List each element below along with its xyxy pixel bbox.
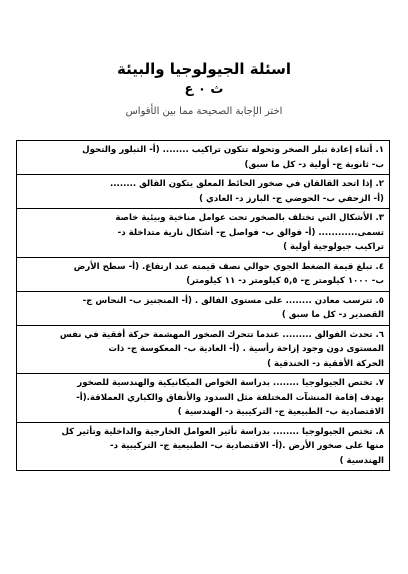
questions-table bbox=[16, 140, 390, 471]
question-line: الهندسية ) bbox=[339, 455, 384, 466]
question-line: الاقتصادية ب- الطبيعية ج- التركيبية د- الهندسية ) bbox=[177, 407, 384, 417]
question-cell bbox=[17, 257, 390, 291]
question-cell bbox=[17, 291, 390, 325]
question-line: بهدف إقامة المنشآت المختلفة مثل السدود والأنفاق والكباري العملاقة.(أ- bbox=[76, 392, 384, 403]
question-line: منها على صخور الأرض .(أ- الاقتصادية ب- الطبيعية ج- التركيبية د- bbox=[110, 441, 384, 451]
question-row bbox=[17, 291, 390, 325]
question-cell bbox=[17, 175, 390, 209]
question-line: ١. أثناء إعادة تبلر الصخر وتحوله تتكون تراكيب ........ (أ- التبلور والتحول bbox=[82, 145, 384, 155]
question-line: ٧. تختص الجيولوجيا ........ بدراسة الخواص الميكانيكية والهندسية للصخور bbox=[77, 378, 384, 388]
grade-label: ث ٠ ع bbox=[184, 82, 224, 97]
question-cell bbox=[17, 141, 390, 175]
question-line: تراكيب جيولوجية أولية ) bbox=[283, 242, 384, 252]
question-line: المستوى دون وجود إزاحة رأسية . (أ- العادية ب- المعكوسة ج- ذات bbox=[108, 344, 384, 354]
question-row bbox=[17, 257, 390, 291]
question-line: ب- ثانوية ج- أولية د- كل ما سبق) bbox=[244, 159, 384, 170]
question-line: ب- ١٠٠٠ كيلومتر ج- ٥,٥ كيلومتر د- ١١ كيلومتر) bbox=[186, 276, 384, 286]
question-line: الحركة الأفقية د- الخندقية ) bbox=[267, 358, 384, 369]
question-line: ٦. تحدث الفوالق ......... عندما تتحرك الصخور المهشمة حركة أفقية في نفس bbox=[59, 329, 384, 340]
question-cell bbox=[17, 374, 390, 423]
question-row bbox=[17, 374, 390, 423]
question-line: ٥. تترسب معادن ........ على مستوى الفالق . (أ- المنجنيز ب- النحاس ج- bbox=[82, 295, 384, 306]
question-line: (أ- الزحفي ب- الحوضي ج- البارز د- العادي ) bbox=[199, 193, 384, 204]
question-row bbox=[17, 175, 390, 209]
question-line: تسمى............ (أ- فوالق ب- فواصل ج- أشكال نارية متداخلة د- bbox=[117, 227, 384, 238]
instruction-text: اختر الإجابة الصحيحة مما بين الأقواس bbox=[125, 106, 283, 117]
question-row bbox=[17, 325, 390, 374]
question-line: ٢. إذا اتحد القالقان في صخور الحائط المعلق يتكون القالق ........ bbox=[110, 179, 384, 189]
question-line: ٤. تبلغ قيمة الضغط الجوي حوالي نصف قيمته عند ارتفاع. (أ- سطح الأرض bbox=[73, 261, 384, 272]
question-cell bbox=[17, 422, 390, 471]
question-row bbox=[17, 141, 390, 175]
question-row bbox=[17, 209, 390, 258]
question-row bbox=[17, 422, 390, 471]
question-line: ٨. تختص الجيولوجيا ........ بدراسة تأثير العوامل الخارجية والداخلية وتأثير كل bbox=[61, 426, 384, 437]
question-cell bbox=[17, 209, 390, 258]
question-line: ٣. الأشكال التي تختلف بالصخور تحت عوامل مناخية وبيئية خاصة bbox=[115, 213, 384, 223]
question-line: القصدير د- كل ما سبق ) bbox=[281, 310, 384, 320]
page-title: اسئلة الجيولوجيا والبيئة bbox=[117, 60, 291, 78]
question-cell bbox=[17, 325, 390, 374]
